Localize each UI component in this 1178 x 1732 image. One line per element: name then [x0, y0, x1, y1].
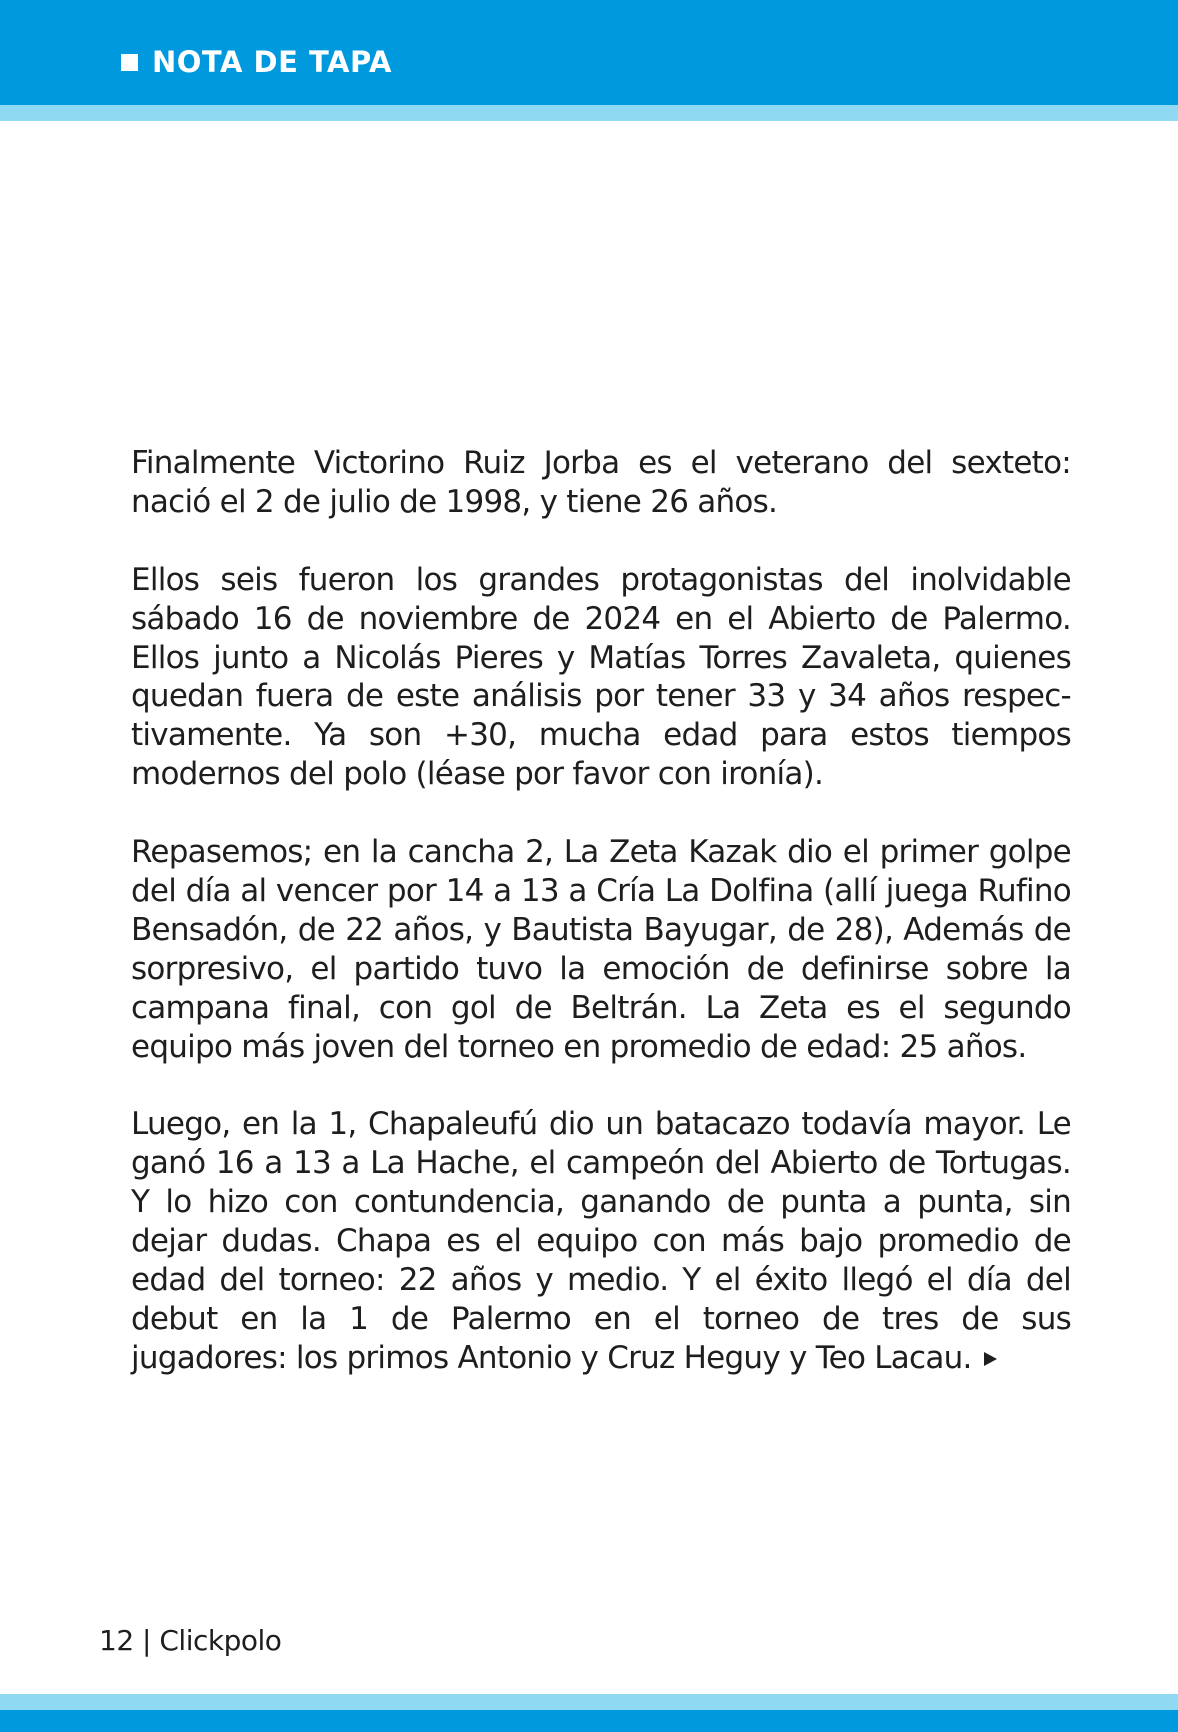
paragraph-last: [131, 1105, 1071, 1377]
footer-stripe: [0, 1694, 1178, 1710]
section-label: NOTA DE TAPA: [152, 45, 392, 79]
square-bullet-icon: [121, 54, 138, 71]
footer-bar: [0, 1710, 1178, 1732]
paragraph: Ellos seis fueron los grandes protagonistas del inolvidable sábado 16 de noviembre de 2024 en el Abierto de Palermo. Ellos junto a Nicolás Pieres y Matías Torres Zavaleta, quienes quedan fuera de este análisis por tener 33 y 34 años respec-tivamente. Ya son +30, mucha edad para estos tiempos modernos del polo (léase por favor con ironía).: [131, 561, 1071, 793]
paragraph: Repasemos; en la cancha 2, La Zeta Kazak dio el primer golpe del día al vencer por 14 a 13 a Cría La Dolfina (allí juega Rufino Bensadón, de 22 años, y Bautista Bayugar, de 28), Además de sorpresivo, el partido tuvo la emoción de definirse sobre la campana final, con gol de Beltrán. La Zeta es el segundo equipo más joven del torneo en promedio de edad: 25 años.: [131, 834, 1071, 1065]
continue-arrow-icon: [984, 1352, 997, 1366]
paragraph: Finalmente Victorino Ruiz Jorba es el veterano del sexteto: nació el 2 de julio de 1998, y tiene 26 años.: [131, 445, 1071, 520]
page-folio: 12 | Clickpolo: [99, 1624, 282, 1657]
header-stripe: [0, 105, 1178, 121]
article-body: [131, 444, 1071, 1378]
paragraph-text: Luego, en la 1, Chapaleufú dio un batacazo todavía mayor. Le ganó 16 a 13 a La Hache, el campeón del Abierto de Tortugas. Y lo hizo con contundencia, ganando de punta a punta, sin dejar dudas. Chapa es el equipo con más bajo promedio de edad del torneo: 22 años y medio. Y el éxito llegó el día del debut en la 1 de Palermo en el torneo de tres de sus jugadores: los primos Antonio y Cruz Heguy y Teo Lacau.: [131, 1106, 1071, 1376]
section-tag: [121, 45, 392, 79]
